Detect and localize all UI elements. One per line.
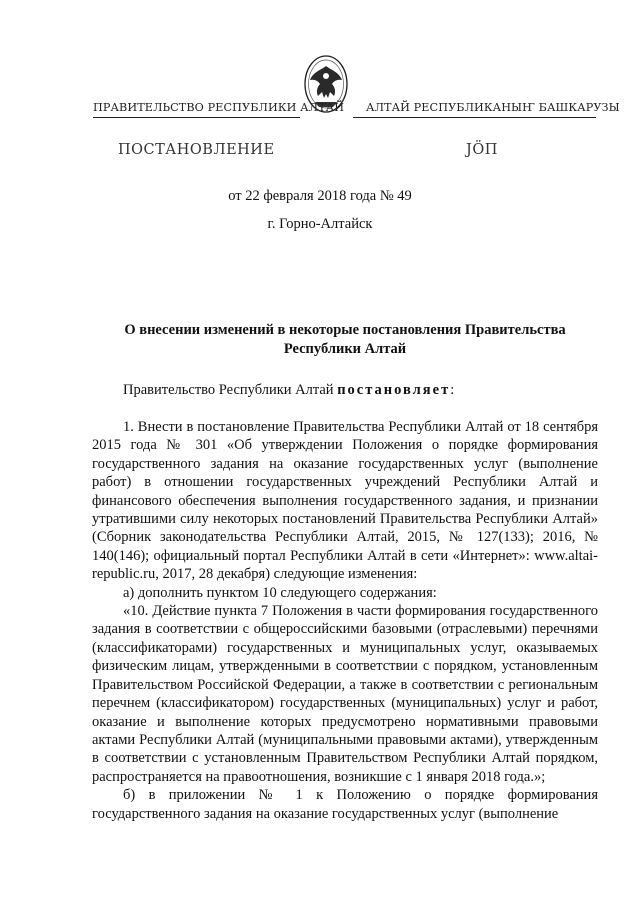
document-date-number: от 22 февраля 2018 года № 49 bbox=[228, 188, 412, 204]
intro-suffix: : bbox=[450, 382, 455, 398]
paragraph-item-1: 1. Внести в постановление Правительства Республики Алтай от 18 сентября 2015 года № 301 «Об утверждении Положения о порядке формирования государственного задания на оказание государственных услуг (выполнение работ) в отношении государственных учреждений Республики Алтай и финансового обеспечения выполнения государственного задания, и признании утратившими силу некоторых постановлений Правительства Республики Алтай» (Сборник законодательства Республики Алтай, 2015, № 127(133); 2016, № 140(146); официальный портал Республики Алтай в сети «Интернет»: www.altai-republic.ru, 2017, 28 декабря) следующие изменения: bbox=[92, 419, 598, 583]
paragraph-point-10: «10. Действие пункта 7 Положения в части формирования государственного задания в соответствии с общероссийскими базовыми (отраслевыми) перечнями (классификаторами) государственных и муниципальных услуг, оказываемых физическим лицам, утвержденными в соответствии с порядком, установленным Правительством Российской Федерации, а также в соответствии с региональным перечнем (классификатором) государственных (муниципальных) услуг и работ, оказание и выполнение которых предусмотрено нормативными правовыми актами Республики Алтай (муниципальными правовыми актами), утвержденным в соответствии с установленным Правительством Республики Алтай порядком, распространяется на правоотношения, возникшие с 1 января 2018 года.»; bbox=[92, 603, 598, 785]
government-name-russian: ПРАВИТЕЛЬСТВО РЕСПУБЛИКИ АЛТАЙ bbox=[93, 101, 345, 114]
document-body bbox=[92, 418, 598, 823]
document-type-altai: ЈӦП bbox=[466, 142, 498, 158]
header-rule-left bbox=[93, 117, 300, 118]
header-rule-right bbox=[353, 117, 596, 118]
resolution-intro bbox=[123, 382, 454, 399]
intro-prefix: Правительство Республики Алтай bbox=[123, 382, 334, 398]
paragraph-subitem-b: б) в приложении № 1 к Положению о порядке формирования государственного задания на оказание государственных услуг (выполнение bbox=[92, 787, 598, 822]
document-type-russian: ПОСТАНОВЛЕНИЕ bbox=[118, 142, 275, 158]
document-title bbox=[95, 321, 595, 359]
title-line: О внесении изменений в некоторые постановления Правительства bbox=[124, 322, 566, 338]
document-city: г. Горно-Алтайск bbox=[267, 216, 373, 232]
paragraph-subitem-a: а) дополнить пунктом 10 следующего содержания: bbox=[123, 584, 437, 601]
title-line: Республики Алтай bbox=[283, 341, 407, 357]
intro-verb: постановляет bbox=[337, 382, 451, 398]
government-name-altai: АЛТАЙ РЕСПУБЛИКАНЫҤ БАШКАРУЗЫ bbox=[366, 101, 620, 114]
